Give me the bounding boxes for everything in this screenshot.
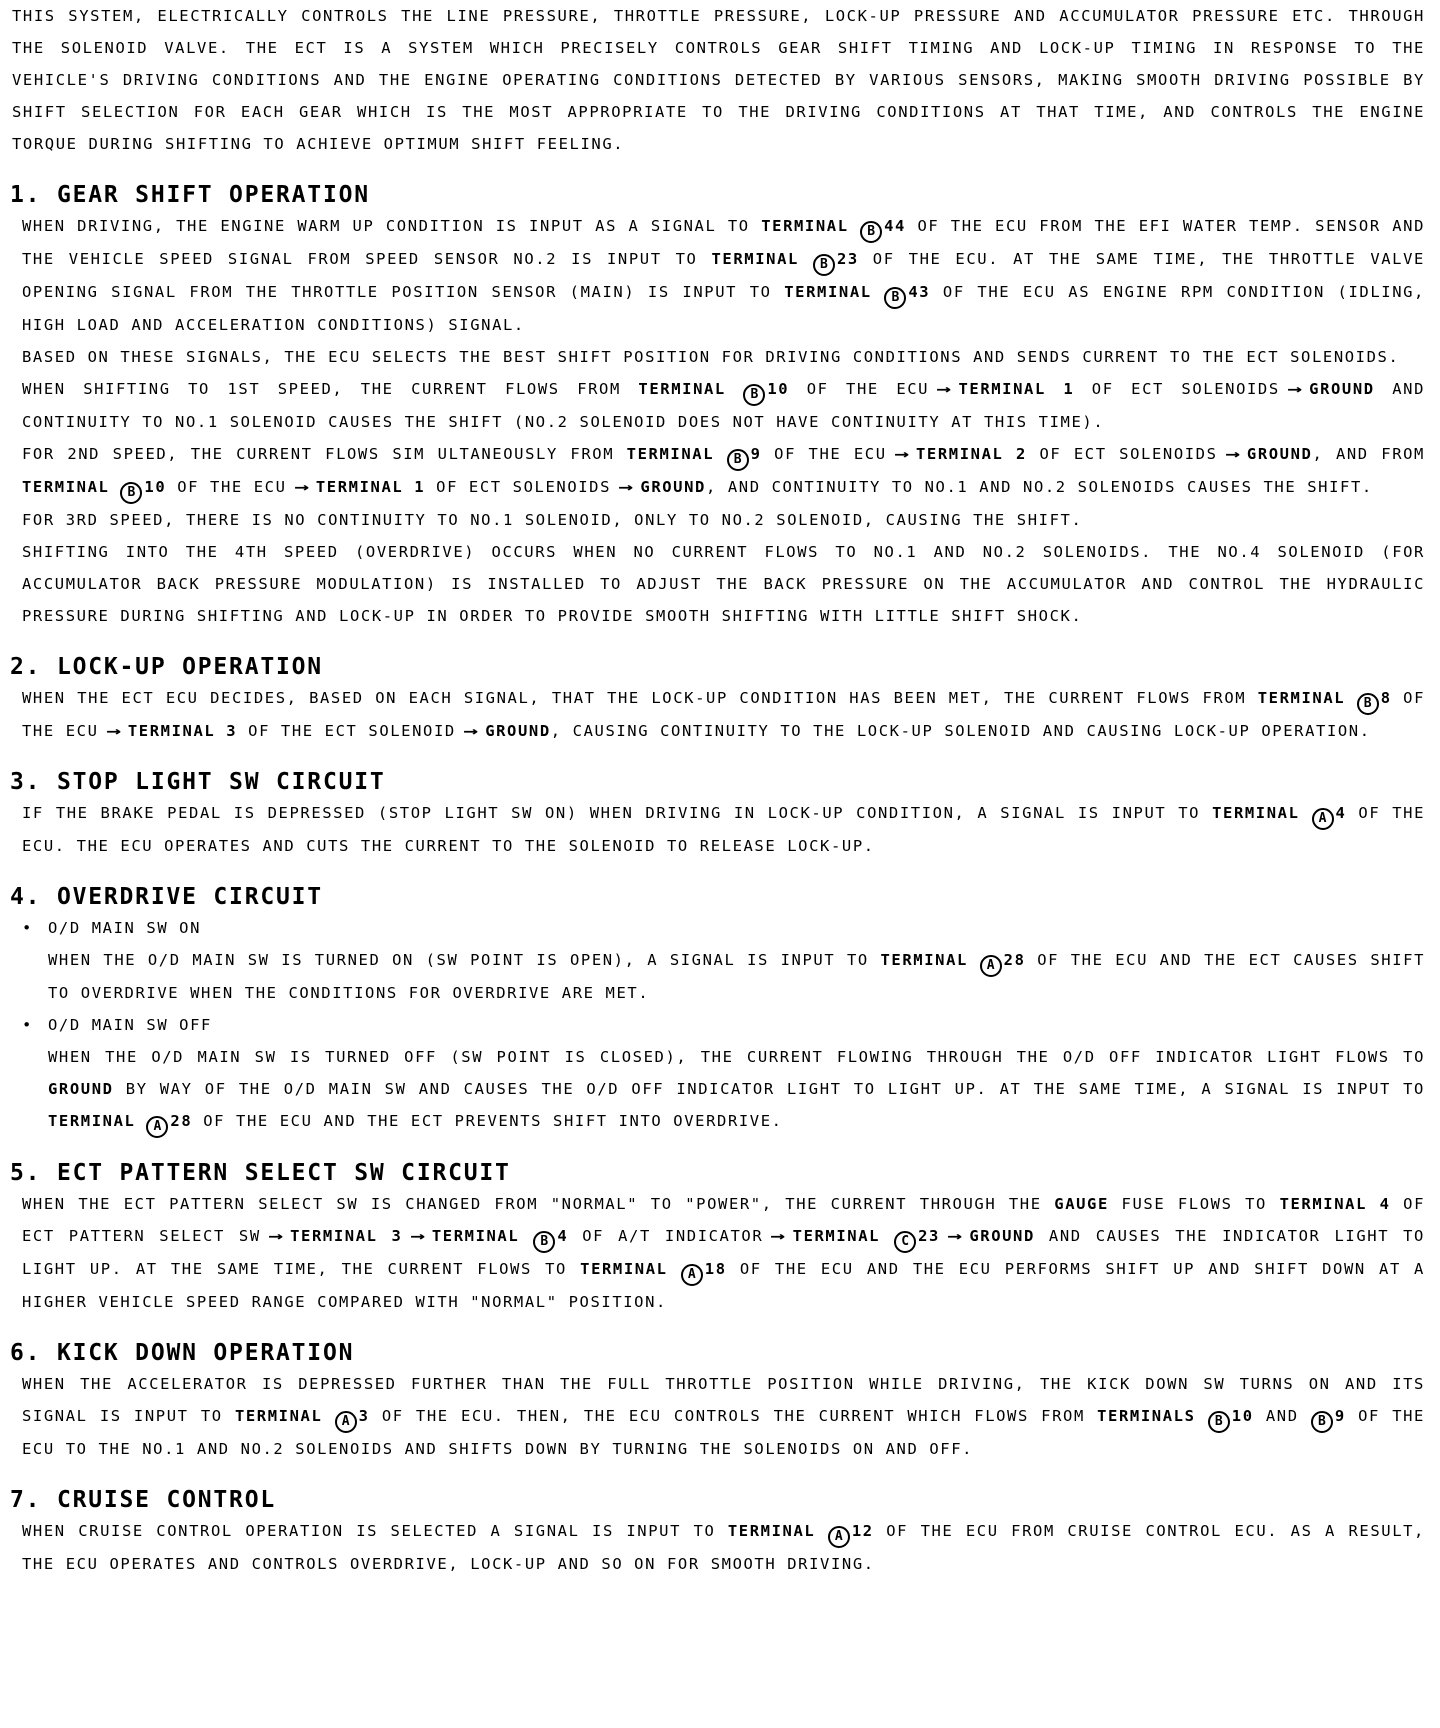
arrow-icon: → bbox=[947, 1227, 963, 1245]
paragraph: WHEN THE ACCELERATOR IS DEPRESSED FURTHER THAN THE FULL THROTTLE POSITION WHILE DRIVING, THE KICK DOWN SW TURNS ON AND ITS SIGNAL IS INPUT TO TERMINAL A 3 OF THE ECU. THEN, THE ECU CONTROLS THE CURRENT WHICH FLOWS FROM TERMINALS B 10 AND B 9 OF THE ECU TO THE NO.1 AND NO.2 SOLENOIDS AND SHIFTS DOWN BY TURNING THE SOLENOIDS ON AND OFF. bbox=[22, 1375, 1425, 1458]
bullet-heading: • O/D MAIN SW ON bbox=[22, 912, 1425, 944]
connector-b-badge: B bbox=[533, 1231, 555, 1253]
connector-b-badge: B bbox=[1311, 1411, 1333, 1433]
paragraph: FOR 3RD SPEED, THERE IS NO CONTINUITY TO NO.1 SOLENOID, ONLY TO NO.2 SOLENOID, CAUSING THE SHIFT. bbox=[22, 511, 1083, 529]
arrow-icon: → bbox=[293, 478, 309, 496]
section-title: 7. CRUISE CONTROL bbox=[10, 1487, 277, 1513]
paragraph: WHEN CRUISE CONTROL OPERATION IS SELECTED A SIGNAL IS INPUT TO TERMINAL A 12 OF THE ECU FROM CRUISE CONTROL ECU. AS A RESULT, THE ECU OPERATES AND CONTROLS OVERDRIVE, LOCK-UP AND SO ON FOR SMOOTH DRIVING. bbox=[22, 1522, 1425, 1573]
section-title: 1. GEAR SHIFT OPERATION bbox=[10, 182, 370, 208]
connector-a-badge: A bbox=[146, 1116, 168, 1138]
paragraph: BASED ON THESE SIGNALS, THE ECU SELECTS THE BEST SHIFT POSITION FOR DRIVING CONDITIONS AND SENDS CURRENT TO THE ECT SOLENOIDS. bbox=[22, 348, 1400, 366]
paragraph: WHEN THE O/D MAIN SW IS TURNED ON (SW POINT IS OPEN), A SIGNAL IS INPUT TO TERMINAL A 28 OF THE ECU AND THE ECT CAUSES SHIFT TO OVERDRIVE WHEN THE CONDITIONS FOR OVERDRIVE ARE MET. bbox=[48, 951, 1426, 1002]
connector-a-badge: A bbox=[828, 1526, 850, 1548]
document bbox=[10, 0, 1425, 1580]
connector-b-badge: B bbox=[860, 221, 882, 243]
arrow-icon: → bbox=[267, 1227, 283, 1245]
arrow-icon: → bbox=[618, 478, 634, 496]
connector-b-badge: B bbox=[1357, 693, 1379, 715]
paragraph: WHEN THE O/D MAIN SW IS TURNED OFF (SW POINT IS CLOSED), THE CURRENT FLOWING THROUGH THE O/D OFF INDICATOR LIGHT FLOWS TO GROUND BY WAY OF THE O/D MAIN SW AND CAUSES THE O/D OFF INDICATOR LIGHT TO LIGHT UP. AT THE SAME TIME, A SIGNAL IS INPUT TO TERMINAL A 28 OF THE ECU AND THE ECT PREVENTS SHIFT INTO OVERDRIVE. bbox=[48, 1041, 1425, 1138]
connector-a-badge: A bbox=[335, 1411, 357, 1433]
arrow-icon: → bbox=[936, 380, 952, 398]
paragraph: SHIFTING INTO THE 4TH SPEED (OVERDRIVE) OCCURS WHEN NO CURRENT FLOWS TO NO.1 AND NO.2 SOLENOIDS. THE NO.4 SOLENOID (FOR ACCUMULATOR BACK PRESSURE MODULATION) IS INSTALLED TO ADJUST THE BACK PRESSURE ON THE ACCUMULATOR AND CONTROL THE HYDRAULIC PRESSURE DURING SHIFTING AND LOCK-UP IN ORDER TO PROVIDE SMOOTH SHIFTING WITH LITTLE SHIFT SHOCK. bbox=[22, 543, 1425, 625]
connector-b-badge: B bbox=[813, 254, 835, 276]
connector-b-badge: B bbox=[743, 384, 765, 406]
connector-a-badge: A bbox=[681, 1264, 703, 1286]
arrow-icon: → bbox=[1224, 445, 1240, 463]
connector-c-badge: C bbox=[894, 1231, 916, 1253]
section-title: 3. STOP LIGHT SW CIRCUIT bbox=[10, 769, 386, 795]
section-title: 2. LOCK-UP OPERATION bbox=[10, 654, 323, 680]
section-stop-light-sw-circuit bbox=[10, 767, 1425, 862]
connector-b-badge: B bbox=[120, 482, 142, 504]
arrow-icon: → bbox=[893, 445, 909, 463]
connector-b-badge: B bbox=[1208, 1411, 1230, 1433]
connector-a-badge: A bbox=[980, 955, 1002, 977]
section-ect-pattern-select-sw-circuit bbox=[10, 1158, 1425, 1318]
paragraph: WHEN DRIVING, THE ENGINE WARM UP CONDITION IS INPUT AS A SIGNAL TO TERMINAL B 44 OF THE ECU FROM THE EFI WATER TEMP. SENSOR AND THE VEHICLE SPEED SIGNAL FROM SPEED SENSOR NO.2 IS INPUT TO TERMINAL B 23 OF THE ECU. AT THE SAME TIME, THE THROTTLE VALVE OPENING SIGNAL FROM THE THROTTLE POSITION SENSOR (MAIN) IS INPUT TO TERMINAL B 43 OF THE ECU AS ENGINE RPM CONDITION (IDLING, HIGH LOAD AND ACCELERATION CONDITIONS) SIGNAL. bbox=[22, 217, 1425, 334]
arrow-icon: → bbox=[770, 1227, 786, 1245]
section-cruise-control bbox=[10, 1485, 1425, 1580]
section-lock-up-operation bbox=[10, 652, 1425, 747]
paragraph: WHEN SHIFTING TO 1ST SPEED, THE CURRENT FLOWS FROM TERMINAL B 10 OF THE ECU → TERMINAL 1 OF ECT SOLENOIDS → GROUND AND CONTINUITY TO NO.1 SOLENOID CAUSES THE SHIFT (NO.2 SOLENOID DOES NOT HAVE CONTINUITY AT THIS TIME). bbox=[22, 373, 1425, 438]
connector-b-badge: B bbox=[884, 287, 906, 309]
arrow-icon: → bbox=[463, 722, 478, 740]
bullet-heading: • O/D MAIN SW OFF bbox=[22, 1009, 1425, 1041]
paragraph: IF THE BRAKE PEDAL IS DEPRESSED (STOP LIGHT SW ON) WHEN DRIVING IN LOCK-UP CONDITION, A SIGNAL IS INPUT TO TERMINAL A 4 OF THE ECU. THE ECU OPERATES AND CUTS THE CURRENT TO THE SOLENOID TO RELEASE LOCK-UP. bbox=[22, 804, 1425, 855]
section-gear-shift-operation bbox=[10, 180, 1425, 632]
section-title: 4. OVERDRIVE CIRCUIT bbox=[10, 884, 323, 910]
section-kick-down-operation bbox=[10, 1338, 1425, 1465]
paragraph: WHEN THE ECT PATTERN SELECT SW IS CHANGED FROM "NORMAL" TO "POWER", THE CURRENT THROUGH THE GAUGE FUSE FLOWS TO TERMINAL 4 OF ECT PATTERN SELECT SW → TERMINAL 3 → TERMINAL B 4 OF A/T INDICATOR → TERMINAL C 23 → GROUND AND CAUSES THE INDICATOR LIGHT TO LIGHT UP. AT THE SAME TIME, THE CURRENT FLOWS TO TERMINAL A 18 OF THE ECU AND THE ECU PERFORMS SHIFT UP AND SHIFT DOWN AT A HIGHER VEHICLE SPEED RANGE COMPARED WITH "NORMAL" POSITION. bbox=[22, 1195, 1426, 1311]
arrow-icon: → bbox=[409, 1227, 425, 1245]
connector-b-badge: B bbox=[727, 449, 749, 471]
section-title: 6. KICK DOWN OPERATION bbox=[10, 1340, 355, 1366]
section-overdrive-circuit bbox=[10, 882, 1425, 1138]
intro-paragraph: THIS SYSTEM, ELECTRICALLY CONTROLS THE LINE PRESSURE, THROTTLE PRESSURE, LOCK-UP PRESSURE AND ACCUMULATOR PRESSURE ETC. THROUGH THE SOLENOID VALVE. THE ECT IS A SYSTEM WHICH PRECISELY CONTROLS GEAR SHIFT TIMING AND LOCK-UP TIMING IN RESPONSE TO THE VEHICLE'S DRIVING CONDITIONS AND THE ENGINE OPERATING CONDITIONS DETECTED BY VARIOUS SENSORS, MAKING SMOOTH DRIVING POSSIBLE BY SHIFT SELECTION FOR EACH GEAR WHICH IS THE MOST APPROPRIATE TO THE DRIVING CONDITIONS AT THAT TIME, AND CONTROLS THE ENGINE TORQUE DURING SHIFTING TO ACHIEVE OPTIMUM SHIFT FEELING. bbox=[12, 7, 1425, 153]
section-title: 5. ECT PATTERN SELECT SW CIRCUIT bbox=[10, 1160, 511, 1186]
paragraph: FOR 2ND SPEED, THE CURRENT FLOWS SIM ULTANEOUSLY FROM TERMINAL B 9 OF THE ECU → TERMINAL 2 OF ECT SOLENOIDS → GROUND, AND FROM TERMINAL B 10 OF THE ECU → TERMINAL 1 OF ECT SOLENOIDS → GROUND, AND CONTINUITY TO NO.1 AND NO.2 SOLENOIDS CAUSES THE SHIFT. bbox=[22, 438, 1425, 504]
connector-a-badge: A bbox=[1312, 808, 1334, 830]
paragraph: WHEN THE ECT ECU DECIDES, BASED ON EACH SIGNAL, THAT THE LOCK-UP CONDITION HAS BEEN MET, THE CURRENT FLOWS FROM TERMINAL B 8 OF THE ECU → TERMINAL 3 OF THE ECT SOLENOID → GROUND, CAUSING CONTINUITY TO THE LOCK-UP SOLENOID AND CAUSING LOCK-UP OPERATION. bbox=[22, 682, 1425, 747]
arrow-icon: → bbox=[1286, 380, 1302, 398]
arrow-icon: → bbox=[105, 722, 121, 740]
